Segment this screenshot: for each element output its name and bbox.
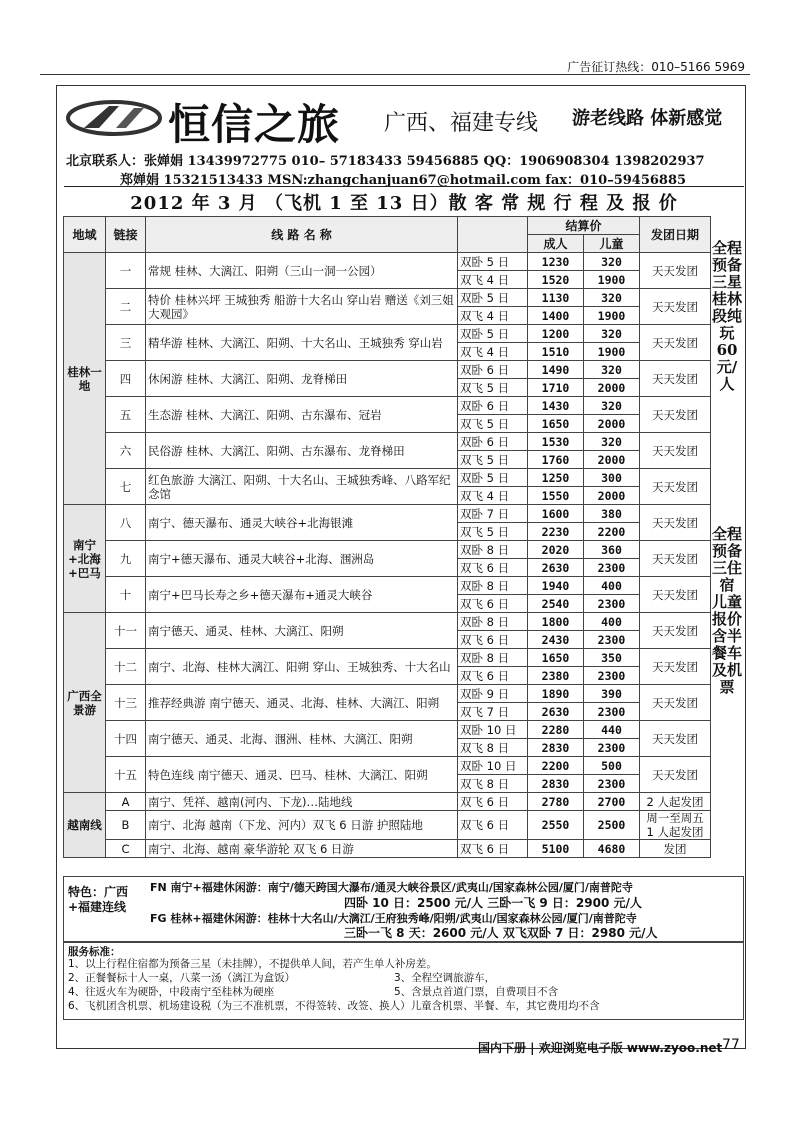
tour-route: 常规 桂林、大漓江、阳朔（三山一洞一公园） — [146, 253, 458, 289]
header-child: 儿童 — [584, 235, 640, 253]
tour-number: 六 — [106, 433, 146, 469]
table-row — [64, 289, 711, 307]
child-price: 350 — [584, 649, 640, 667]
tour-route: 特价 桂林兴坪 王城独秀 船游十大名山 穿山岩 赠送《刘三姐大观园》 — [146, 289, 458, 325]
tour-number: 十三 — [106, 685, 146, 721]
tour-transport: 双飞 6 日 — [458, 595, 528, 613]
depart-schedule: 天天发团 — [640, 757, 711, 793]
adult-price: 2830 — [528, 775, 584, 793]
child-price: 400 — [584, 613, 640, 631]
adult-price: 2830 — [528, 739, 584, 757]
tour-transport: 双卧 5 日 — [458, 469, 528, 487]
adult-price: 2430 — [528, 631, 584, 649]
service-standards — [63, 942, 744, 1020]
tour-number: 三 — [106, 325, 146, 361]
service-title: 服务标准： — [68, 946, 121, 958]
table-row — [64, 649, 711, 667]
table-row — [64, 757, 711, 775]
service-line-4: 4、往返火车为硬卧，中段南宁至桂林为硬座 — [68, 986, 275, 998]
child-price: 2000 — [584, 487, 640, 505]
service-line-2: 2、正餐餐标十人一桌，八菜一汤（漓江为盒饭） — [68, 972, 296, 984]
adult-price: 1230 — [528, 253, 584, 271]
depart-schedule: 天天发团 — [640, 289, 711, 325]
tour-number: 一 — [106, 253, 146, 289]
tour-transport: 双飞 5 日 — [458, 523, 528, 541]
footer-text: 国内下册 | 欢迎浏览电子版 www.zyoo.net — [478, 1041, 723, 1055]
tour-transport: 双卧 7 日 — [458, 505, 528, 523]
tour-route: 南宁+巴马长寿之乡+德天瀑布+通灵大峡谷 — [146, 577, 458, 613]
child-price: 2300 — [584, 667, 640, 685]
depart-schedule: 天天发团 — [640, 721, 711, 757]
depart-schedule: 天天发团 — [640, 397, 711, 433]
tour-number: B — [106, 811, 146, 840]
adult-price: 1650 — [528, 415, 584, 433]
ad-hotline: 广告征订热线：010–5166 5969 — [567, 60, 745, 74]
brand-logo-icon — [64, 98, 164, 138]
child-price: 300 — [584, 469, 640, 487]
child-price: 1900 — [584, 343, 640, 361]
depart-schedule: 天天发团 — [640, 253, 711, 289]
tour-transport: 双卧 10 日 — [458, 721, 528, 739]
tour-route: 南宁德天、通灵、桂林、大漓江、阳朔 — [146, 613, 458, 649]
side-note-guilin: 全程预备三星 桂林段纯玩 60 元/人 — [712, 239, 743, 393]
tour-transport: 双卧 6 日 — [458, 397, 528, 415]
tour-transport: 双卧 8 日 — [458, 613, 528, 631]
child-price: 2000 — [584, 379, 640, 397]
header-link: 链接 — [106, 217, 146, 253]
region-cell-guilin: 桂林一地 — [64, 253, 106, 505]
child-price: 320 — [584, 433, 640, 451]
child-price: 2300 — [584, 739, 640, 757]
contact-rule — [64, 186, 744, 187]
adult-price: 2280 — [528, 721, 584, 739]
brand-slogan: 游老线路 体新感觉 — [572, 108, 723, 129]
tour-number: 八 — [106, 505, 146, 541]
tour-transport: 双飞 8 日 — [458, 739, 528, 757]
adult-price: 1520 — [528, 271, 584, 289]
table-row — [64, 613, 711, 631]
tour-transport: 双卧 6 日 — [458, 433, 528, 451]
tour-transport: 双飞 5 日 — [458, 415, 528, 433]
tour-transport: 双卧 5 日 — [458, 289, 528, 307]
adult-price: 1430 — [528, 397, 584, 415]
page-title: 2012 年 3 月 （飞机 1 至 13 日）散 客 常 规 行 程 及 报 价 — [130, 193, 678, 214]
tour-route: 南宁+德天瀑布、通灵大峡谷+北海、涠洲岛 — [146, 541, 458, 577]
child-price: 1900 — [584, 271, 640, 289]
region-cell-guangxi: 广西全景游 — [64, 613, 106, 793]
service-line-1: 1、以上行程住宿都为预备三星（未挂牌），不提供单人间，若产生单人补房差。 — [68, 958, 437, 970]
tour-route: 红色旅游 大漓江、阳朔、十大名山、王城独秀峰、八路军纪念馆 — [146, 469, 458, 505]
region-cell-vietnam: 越南线 — [64, 793, 106, 858]
table-row — [64, 325, 711, 343]
child-price: 390 — [584, 685, 640, 703]
tour-route: 南宁德天、通灵、北海、涠洲、桂林、大漓江、阳朔 — [146, 721, 458, 757]
depart-schedule: 天天发团 — [640, 433, 711, 469]
adult-price: 1600 — [528, 505, 584, 523]
header-settle-price: 结算价 — [528, 217, 640, 235]
depart-schedule: 天天发团 — [640, 325, 711, 361]
adult-price: 1940 — [528, 577, 584, 595]
tour-route: 推荐经典游 南宁德天、通灵、北海、桂林、大漓江、阳朔 — [146, 685, 458, 721]
tour-route: 民俗游 桂林、大漓江、阳朔、古东瀑布、龙脊梯田 — [146, 433, 458, 469]
table-row — [64, 253, 711, 271]
child-price: 2500 — [584, 811, 640, 840]
child-price: 320 — [584, 253, 640, 271]
brand-subtitle: 广西、福建专线 — [384, 111, 539, 136]
header-adult: 成人 — [528, 235, 584, 253]
adult-price: 1400 — [528, 307, 584, 325]
adult-price: 5100 — [528, 840, 584, 858]
table-row — [64, 685, 711, 703]
depart-schedule: 天天发团 — [640, 469, 711, 505]
top-rule — [40, 74, 750, 75]
feature-fg-route: FG 桂林+福建休闲游：桂林十大名山/大漓江/王府独秀峰/阳朔/武夷山/国家森林公园/厦门/南普陀寺 — [150, 912, 637, 925]
service-line-3: 3、全程空调旅游车， — [394, 972, 496, 984]
adult-price: 1710 — [528, 379, 584, 397]
tour-transport: 双飞 6 日 — [458, 840, 528, 858]
child-price: 400 — [584, 577, 640, 595]
tour-route: 南宁、德天瀑布、通灵大峡谷+北海银滩 — [146, 505, 458, 541]
tour-transport: 双飞 6 日 — [458, 631, 528, 649]
depart-schedule: 天天发团 — [640, 685, 711, 721]
tour-transport: 双飞 6 日 — [458, 559, 528, 577]
tour-transport: 双卧 6 日 — [458, 361, 528, 379]
tour-number: 九 — [106, 541, 146, 577]
child-price: 500 — [584, 757, 640, 775]
adult-price: 1200 — [528, 325, 584, 343]
feature-box — [63, 876, 744, 942]
table-row — [64, 721, 711, 739]
feature-fg-price: 三卧一飞 8 天：2600 元/人 双飞双卧 7 日：2980 元/人 — [344, 926, 658, 940]
child-price: 2000 — [584, 451, 640, 469]
header-route: 线 路 名 称 — [146, 217, 458, 253]
tour-transport: 双飞 6 日 — [458, 667, 528, 685]
child-price: 320 — [584, 361, 640, 379]
feature-fn-route: FN 南宁+福建休闲游：南宁/德天跨国大瀑布/通灵大峡谷景区/武夷山/国家森林公园/厦门/南普陀寺 — [150, 881, 633, 894]
tour-route: 南宁、北海、桂林大漓江、阳朔 穿山、王城独秀、十大名山 — [146, 649, 458, 685]
tour-transport: 双飞 6 日 — [458, 793, 528, 811]
depart-schedule: 天天发团 — [640, 361, 711, 397]
tour-transport: 双飞 4 日 — [458, 487, 528, 505]
adult-price: 1650 — [528, 649, 584, 667]
table-row — [64, 469, 711, 487]
tour-transport: 双飞 6 日 — [458, 811, 528, 840]
adult-price: 2550 — [528, 811, 584, 840]
child-price: 4680 — [584, 840, 640, 858]
tour-route: 休闲游 桂林、大漓江、阳朔、龙脊梯田 — [146, 361, 458, 397]
tour-number: 四 — [106, 361, 146, 397]
table-row — [64, 840, 711, 858]
child-price: 2200 — [584, 523, 640, 541]
child-price: 2300 — [584, 559, 640, 577]
tour-transport: 双飞 8 日 — [458, 775, 528, 793]
adult-price: 1250 — [528, 469, 584, 487]
tour-transport: 双飞 7 日 — [458, 703, 528, 721]
child-price: 380 — [584, 505, 640, 523]
tour-route: 特色连线 南宁德天、通灵、巴马、桂林、大漓江、阳朔 — [146, 757, 458, 793]
brand-name: 恒信之旅 — [168, 100, 341, 149]
page-number: 77 — [722, 1037, 740, 1053]
region-cell-nanning: 南宁+北海+巴马 — [64, 505, 106, 613]
child-price: 320 — [584, 325, 640, 343]
child-price: 2300 — [584, 775, 640, 793]
adult-price: 2380 — [528, 667, 584, 685]
tour-transport: 双飞 5 日 — [458, 451, 528, 469]
child-price: 2700 — [584, 793, 640, 811]
adult-price: 2230 — [528, 523, 584, 541]
adult-price: 1510 — [528, 343, 584, 361]
table-row — [64, 811, 711, 840]
tour-number: C — [106, 840, 146, 858]
adult-price: 2540 — [528, 595, 584, 613]
child-price: 1900 — [584, 307, 640, 325]
header-transport — [458, 217, 528, 253]
tour-price-table — [63, 216, 711, 858]
adult-price: 1490 — [528, 361, 584, 379]
depart-schedule: 周一至周五 1 人起发团 — [640, 811, 711, 840]
tour-number: 十 — [106, 577, 146, 613]
child-price: 360 — [584, 541, 640, 559]
adult-price: 1130 — [528, 289, 584, 307]
tour-transport: 双飞 4 日 — [458, 307, 528, 325]
adult-price: 2780 — [528, 793, 584, 811]
table-row — [64, 397, 711, 415]
tour-number: A — [106, 793, 146, 811]
child-price: 2300 — [584, 703, 640, 721]
tour-number: 十四 — [106, 721, 146, 757]
tour-number: 十二 — [106, 649, 146, 685]
tour-transport: 双卧 5 日 — [458, 325, 528, 343]
child-price: 320 — [584, 289, 640, 307]
tour-number: 十一 — [106, 613, 146, 649]
table-row — [64, 577, 711, 595]
table-row — [64, 361, 711, 379]
tour-route: 南宁、北海 越南（下龙、河内）双飞 6 日游 护照陆地 — [146, 811, 458, 840]
tour-transport: 双卧 8 日 — [458, 577, 528, 595]
adult-price: 1530 — [528, 433, 584, 451]
brand-header — [64, 92, 744, 149]
service-line-5: 5、含景点首道门票，自费项目不含 — [394, 986, 559, 998]
child-price: 2300 — [584, 631, 640, 649]
feature-label: 特色：广西+福建连线 — [68, 885, 129, 914]
adult-price: 2200 — [528, 757, 584, 775]
tour-transport: 双卧 5 日 — [458, 253, 528, 271]
child-price: 320 — [584, 397, 640, 415]
tour-transport: 双卧 8 日 — [458, 649, 528, 667]
tour-transport: 双卧 10 日 — [458, 757, 528, 775]
depart-schedule: 天天发团 — [640, 577, 711, 613]
depart-schedule: 天天发团 — [640, 613, 711, 649]
tour-number: 五 — [106, 397, 146, 433]
service-line-6: 6、飞机团含机票、机场建设税（为三不准机票，不得签转、改签、换人）儿童含机票、半餐、车，其它费用均不含 — [68, 1000, 600, 1012]
tour-route: 南宁、凭祥、越南(河内、下龙)…陆地线 — [146, 793, 458, 811]
contact-line-2: 郑婵娟 15321513433 MSN:zhangchanjuan67@hotmail.com fax：010–59456885 — [120, 173, 687, 188]
tour-transport: 双卧 9 日 — [458, 685, 528, 703]
feature-fn-price: 四卧 10 日：2500 元/人 三卧一飞 9 日：2900 元/人 — [344, 896, 642, 910]
tour-route: 南宁、北海、越南 豪华游轮 双飞 6 日游 — [146, 840, 458, 858]
tour-transport: 双飞 4 日 — [458, 343, 528, 361]
child-price: 440 — [584, 721, 640, 739]
side-note-rest: 全程预备三住宿 儿童报价含半餐车及机票 — [712, 525, 743, 696]
header-depart: 发团日期 — [640, 217, 711, 253]
tour-number: 十五 — [106, 757, 146, 793]
depart-schedule: 天天发团 — [640, 541, 711, 577]
adult-price: 1890 — [528, 685, 584, 703]
adult-price: 2020 — [528, 541, 584, 559]
adult-price: 1760 — [528, 451, 584, 469]
table-row — [64, 793, 711, 811]
child-price: 2300 — [584, 595, 640, 613]
tour-number: 二 — [106, 289, 146, 325]
contact-line-1: 北京联系人：张婵娟 13439972775 010– 57183433 59456885 QQ：1906908304 1398202937 — [66, 154, 705, 169]
depart-schedule: 天天发团 — [640, 649, 711, 685]
tour-transport: 双飞 5 日 — [458, 379, 528, 397]
tour-route: 精华游 桂林、大漓江、阳朔、十大名山、王城独秀 穿山岩 — [146, 325, 458, 361]
depart-schedule: 发团 — [640, 840, 711, 858]
tour-route: 生态游 桂林、大漓江、阳朔、古东瀑布、冠岩 — [146, 397, 458, 433]
tour-transport: 双卧 8 日 — [458, 541, 528, 559]
adult-price: 1800 — [528, 613, 584, 631]
child-price: 2000 — [584, 415, 640, 433]
tour-number: 七 — [106, 469, 146, 505]
table-row — [64, 541, 711, 559]
depart-schedule: 2 人起发团 — [640, 793, 711, 811]
header-region: 地域 — [64, 217, 106, 253]
tour-transport: 双飞 4 日 — [458, 271, 528, 289]
table-row — [64, 505, 711, 523]
adult-price: 2630 — [528, 703, 584, 721]
adult-price: 2630 — [528, 559, 584, 577]
depart-schedule: 天天发团 — [640, 505, 711, 541]
table-row — [64, 433, 711, 451]
adult-price: 1550 — [528, 487, 584, 505]
